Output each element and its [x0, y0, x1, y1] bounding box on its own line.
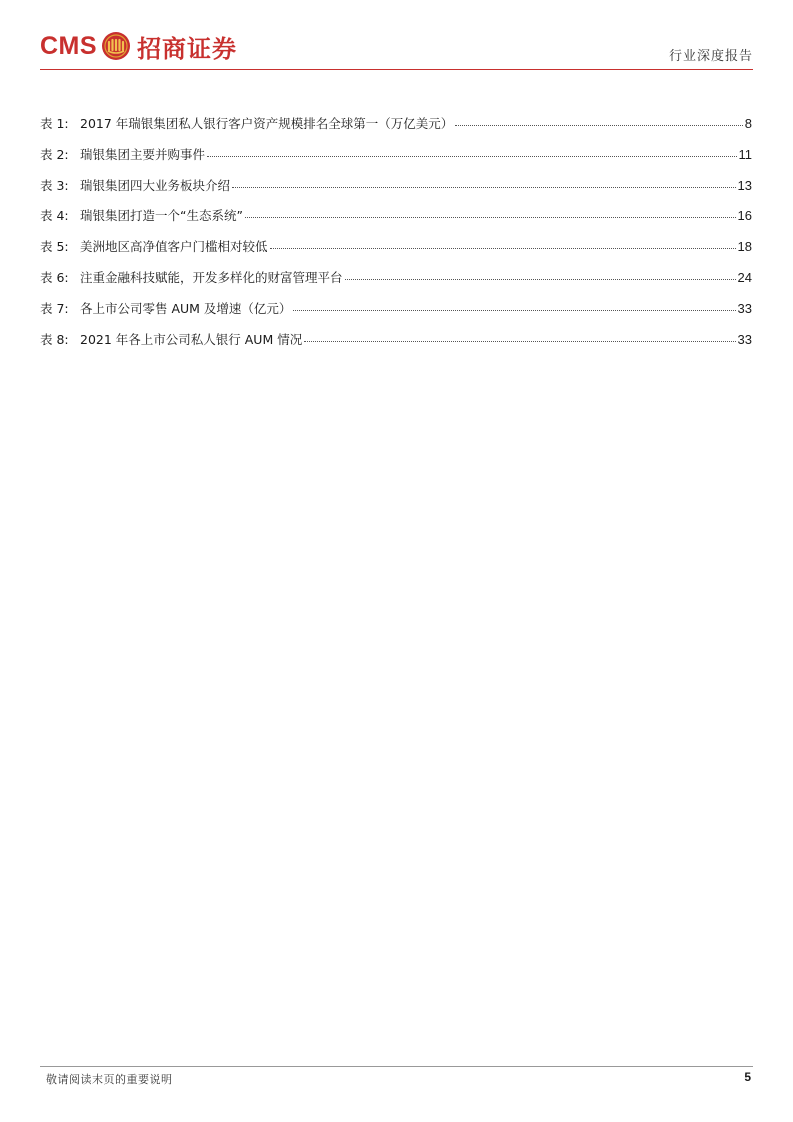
toc-entry-label: 表 7: — [40, 300, 69, 316]
toc-entry-label: 表 1: — [40, 116, 69, 131]
footer-divider — [40, 1066, 753, 1067]
toc-entry-label: 表 6: — [40, 269, 69, 285]
toc-entry-page: 33 — [737, 300, 752, 316]
toc-leader-dots — [293, 300, 735, 311]
toc-entry-title: 瑞银集团主要并购事件 — [80, 146, 206, 162]
toc-leader-dots — [245, 207, 736, 218]
toc-entry-title: 美洲地区高净值客户门槛相对较低 — [80, 239, 268, 255]
page-header — [0, 0, 793, 72]
toc-leader-dots — [270, 238, 736, 249]
toc-entry-7[interactable] — [40, 299, 752, 330]
toc-entry-label: 表 8: — [40, 331, 69, 347]
report-type-label: 行业深度报告 — [668, 49, 753, 64]
toc-entry-label: 表 5: — [40, 239, 69, 255]
toc-leader-dots — [304, 331, 735, 342]
toc-entry-label: 表 2: — [40, 146, 69, 162]
toc-entry-page: 18 — [737, 239, 752, 255]
logo-latin-text: CMS — [40, 31, 98, 60]
toc-entry-page: 24 — [737, 269, 752, 285]
toc-entry-title: 各上市公司零售 AUM 及增速（亿元） — [80, 300, 292, 316]
toc-entry-page: 8 — [744, 116, 752, 131]
header-divider — [40, 69, 753, 70]
toc-entry-4[interactable] — [40, 206, 752, 237]
toc-leader-dots — [455, 115, 742, 126]
toc-entry-label: 表 4: — [40, 208, 69, 224]
toc-entry-page: 13 — [737, 177, 752, 193]
toc-entry-title: 瑞银集团打造一个“生态系统” — [80, 208, 243, 224]
toc-entry-5[interactable] — [40, 237, 752, 268]
table-list — [40, 114, 752, 360]
toc-entry-6[interactable] — [40, 268, 752, 299]
company-logo — [40, 28, 237, 64]
toc-entry-3[interactable] — [40, 176, 752, 207]
toc-leader-dots — [345, 269, 736, 280]
toc-entry-page: 16 — [737, 208, 752, 224]
logo-emblem-icon — [101, 31, 131, 61]
toc-entry-title: 瑞银集团四大业务板块介绍 — [80, 177, 231, 193]
footer-disclaimer: 敬请阅读末页的重要说明 — [46, 1073, 173, 1086]
toc-leader-dots — [232, 177, 736, 188]
toc-entry-page: 11 — [738, 146, 752, 162]
toc-entry-page: 33 — [737, 331, 752, 347]
page-number: 5 — [744, 1070, 751, 1084]
toc-entry-8[interactable] — [40, 330, 752, 361]
logo-chinese-text: 招商证券 — [137, 33, 238, 63]
toc-entry-title: 注重金融科技赋能，开发多样化的财富管理平台 — [80, 269, 343, 285]
toc-entry-2[interactable] — [40, 145, 752, 176]
toc-entry-1[interactable] — [40, 114, 752, 145]
toc-entry-title: 2021 年各上市公司私人银行 AUM 情况 — [80, 331, 303, 347]
toc-leader-dots — [207, 146, 736, 157]
toc-entry-title: 2017 年瑞银集团私人银行客户资产规模排名全球第一（万亿美元） — [80, 116, 454, 131]
toc-entry-label: 表 3: — [40, 177, 69, 193]
